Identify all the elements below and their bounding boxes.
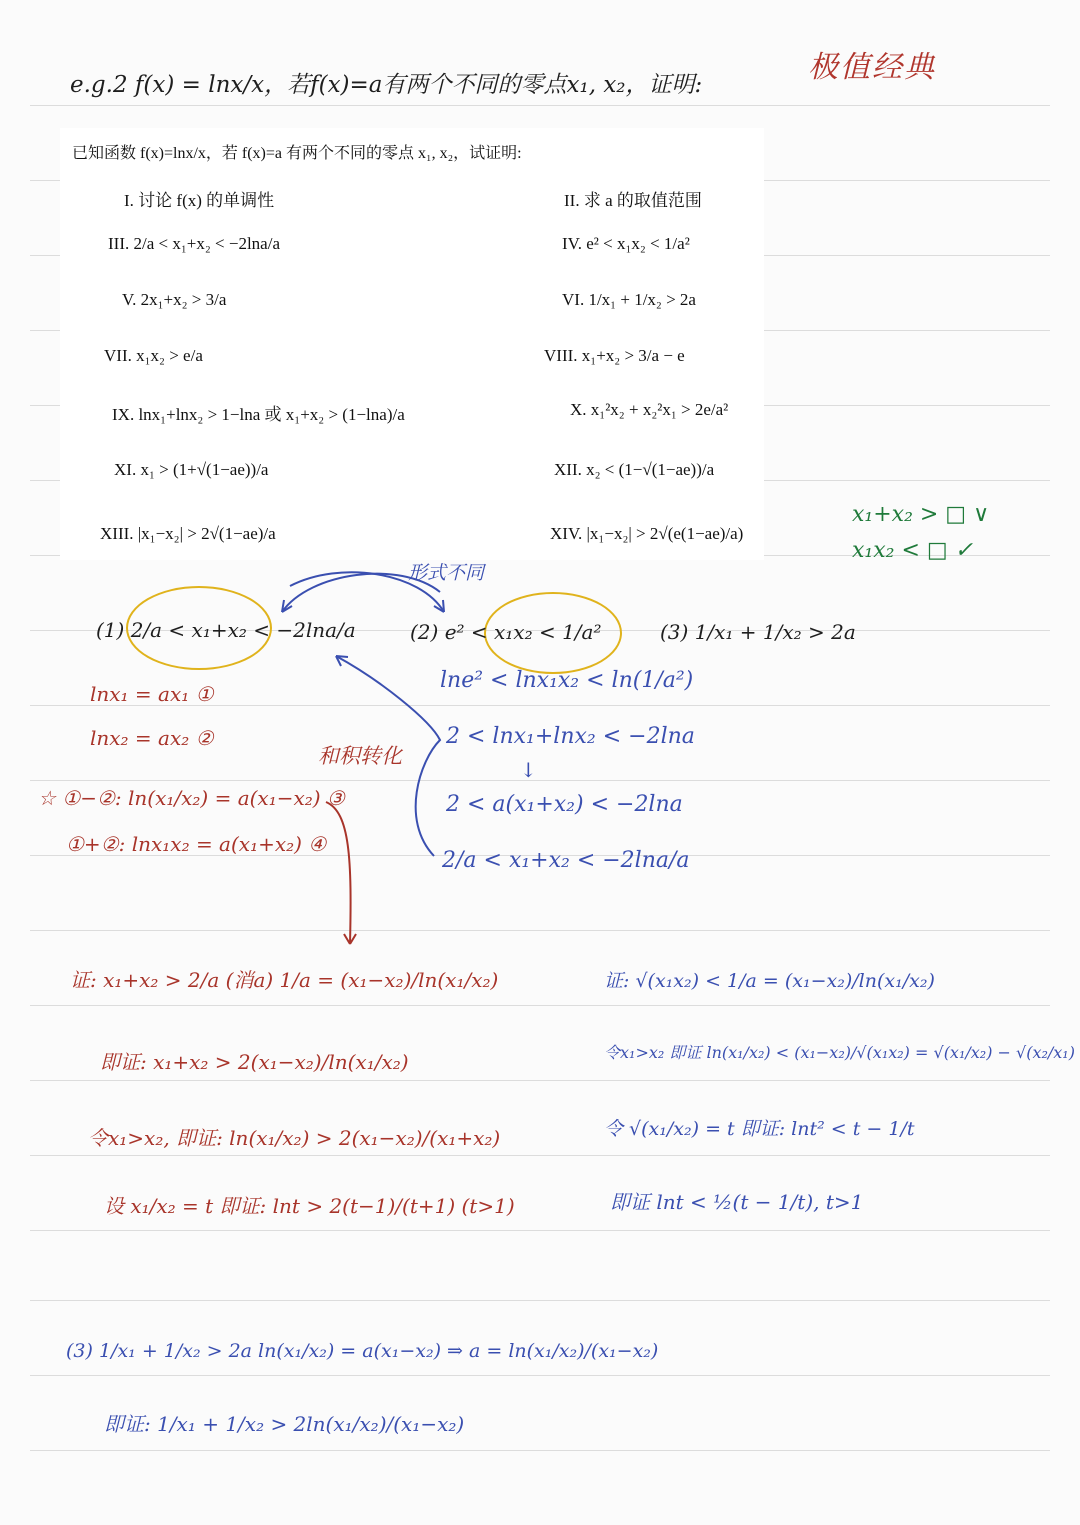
item-text: |x₁−x₂| > 2√(e(1−ae)/a) <box>586 524 744 543</box>
item-label: IV. <box>562 234 582 253</box>
sum-product-label: 和积转化 <box>318 744 402 768</box>
right-proof-4: 即证 lnt < ½(t − 1/t), t>1 <box>610 1190 864 1214</box>
blue-step-3: 2 < a(x₁+x₂) < −2lna <box>446 792 683 817</box>
item-text: 讨论 f(x) 的单调性 <box>138 191 275 210</box>
side-note-product: x₁x₂ < □ ✓ <box>852 538 974 563</box>
right-proof-1: 证: √(x₁x₂) < 1/a = (x₁−x₂)/ln(x₁/x₂) <box>604 970 935 992</box>
item-text: x₁x₂ > e/a <box>136 346 203 365</box>
bottom-line-2: 即证: 1/x₁ + 1/x₂ > 2ln(x₁/x₂)/(x₁−x₂) <box>104 1412 465 1436</box>
item-text: x₁+x₂ > 3/a − e <box>581 346 685 365</box>
equation-3: ☆ ①−②: ln(x₁/x₂) = a(x₁−x₂) ③ <box>38 786 345 810</box>
item-label: VI. <box>562 290 585 309</box>
item-text: lnx₁+lnx₂ > 1−lna 或 x₁+x₂ > (1−lna)/a <box>138 405 405 424</box>
item-label: XIII. <box>100 524 134 543</box>
item-text: x₁ > (1+√(1−ae))/a <box>140 460 269 479</box>
item-label: I. <box>124 191 134 210</box>
item-text: x₁²x₂ + x₂²x₁ > 2e/a² <box>590 400 729 419</box>
item-label: III. <box>108 234 130 253</box>
item-text: 2x₁+x₂ > 3/a <box>140 290 227 309</box>
item-label: V. <box>122 290 137 309</box>
blue-arrow-right <box>290 572 444 612</box>
bottom-line-1: (3) 1/x₁ + 1/x₂ > 2a ln(x₁/x₂) = a(x₁−x₂) ⇒ a = ln(x₁/x₂)/(x₁−x₂) <box>66 1340 659 1362</box>
item-text: x₂ < (1−√(1−ae))/a <box>586 460 715 479</box>
item-label: IX. <box>112 405 135 424</box>
blue-step-1: lne² < lnx₁x₂ < ln(1/a²) <box>440 668 694 693</box>
side-note-sum: x₁+x₂ > □ ∨ <box>852 502 990 527</box>
right-proof-3: 令 √(x₁/x₂) = t 即证: lnt² < t − 1/t <box>604 1118 915 1140</box>
blue-step-4: 2/a < x₁+x₂ < −2lna/a <box>442 848 690 873</box>
item-label: VIII. <box>544 346 578 365</box>
blue-back-arrow <box>336 656 440 856</box>
handwritten-title: e.g.2 f(x) = lnx/x，若f(x)=a有两个不同的零点x₁, x₂，证明: <box>70 72 703 98</box>
left-proof-1: 证: x₁+x₂ > 2/a (消a) 1/a = (x₁−x₂)/ln(x₁/x₂) <box>70 968 499 992</box>
part-1: (1) 2/a < x₁+x₂ < −2lna/a <box>96 618 356 642</box>
form-different-label: 形式不同 <box>408 562 485 584</box>
equation-1: lnx₁ = ax₁ ① <box>90 682 214 706</box>
right-proof-2: 令x₁>x₂ 即证 ln(x₁/x₂) < (x₁−x₂)/√(x₁x₂) = √(x₁/x₂) − √(x₂/x₁) <box>604 1043 1075 1062</box>
blue-step-2: 2 < lnx₁+lnx₂ < −2lna <box>446 724 695 749</box>
red-down-arrow <box>326 802 351 944</box>
part-2: (2) e² < x₁x₂ < 1/a² <box>410 620 602 644</box>
item-text: 2/a < x₁+x₂ < −2lna/a <box>133 234 280 253</box>
equation-4: ①+②: lnx₁x₂ = a(x₁+x₂) ④ <box>66 832 327 856</box>
part-3: (3) 1/x₁ + 1/x₂ > 2a <box>660 620 856 644</box>
item-label: XIV. <box>550 524 583 543</box>
left-proof-3: 令x₁>x₂, 即证: ln(x₁/x₂) > 2(x₁−x₂)/(x₁+x₂) <box>88 1126 501 1150</box>
equation-2: lnx₂ = ax₂ ② <box>90 726 214 750</box>
problem-intro: 已知函数 f(x)=lnx/x，若 f(x)=a 有两个不同的零点 x₁, x₂，试证明: <box>72 145 522 162</box>
blue-step-arrow: ↓ <box>520 758 537 782</box>
left-proof-2: 即证: x₁+x₂ > 2(x₁−x₂)/ln(x₁/x₂) <box>100 1050 409 1074</box>
item-text: e² < x₁x₂ < 1/a² <box>586 234 690 253</box>
item-label: XII. <box>554 460 582 479</box>
stamp-label: 极值经典 <box>808 50 936 85</box>
item-label: XI. <box>114 460 137 479</box>
item-label: II. <box>564 191 580 210</box>
item-label: X. <box>570 400 587 419</box>
item-text: |x₁−x₂| > 2√(1−ae)/a <box>137 524 276 543</box>
item-text: 求 a 的取值范围 <box>583 191 702 210</box>
left-proof-4: 设 x₁/x₂ = t 即证: lnt > 2(t−1)/(t+1) (t>1) <box>104 1194 515 1218</box>
item-label: VII. <box>104 346 132 365</box>
item-text: 1/x₁ + 1/x₂ > 2a <box>588 290 696 309</box>
